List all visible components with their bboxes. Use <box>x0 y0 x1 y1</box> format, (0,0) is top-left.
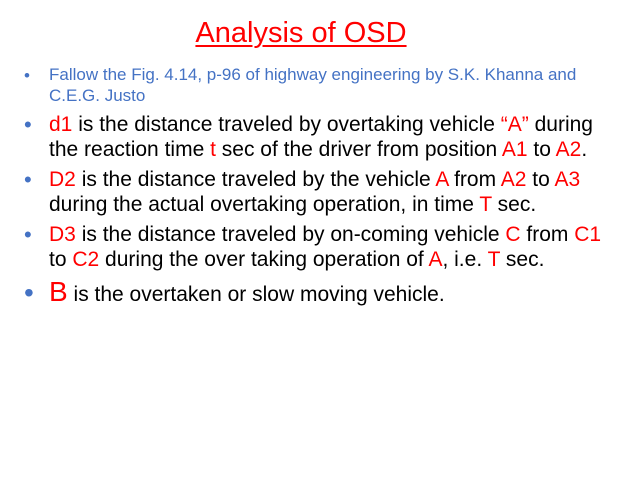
bullet-item <box>24 277 624 310</box>
bullet-text-segment: . <box>581 138 588 161</box>
bullet-list <box>24 64 624 310</box>
bullet-text-segment: C2 <box>72 248 100 271</box>
bullet-text-segment: C1 <box>574 223 602 246</box>
bullet-text-segment: A2 <box>555 138 582 161</box>
bullet-text <box>49 223 601 271</box>
slide-title-text: Analysis of OSD <box>195 17 407 49</box>
bullet-text-segment: A <box>435 168 449 191</box>
bullet-text-segment: A1 <box>501 138 528 161</box>
bullet-dot-icon: • <box>24 112 32 137</box>
bullet-text-segment: T <box>479 193 492 216</box>
bullet-text-segment: to <box>526 168 555 191</box>
bullet-text-segment: C <box>505 223 521 246</box>
bullet-text-segment: A <box>428 248 443 271</box>
bullet-item <box>24 64 624 106</box>
bullet-text-segment: is the distance traveled by the vehicle <box>75 168 436 191</box>
bullet-item <box>24 112 624 162</box>
bullet-text-segment: sec of the driver from position <box>215 138 502 161</box>
bullet-text-segment: T <box>487 248 501 271</box>
bullet-dot-icon: • <box>24 167 32 192</box>
bullet-text-segment: to <box>527 138 556 161</box>
bullet-text-segment: A3 <box>554 168 581 191</box>
bullet-text-segment: D3 <box>49 223 76 246</box>
bullet-item <box>24 222 624 272</box>
bullet-dot-icon: • <box>24 277 34 308</box>
bullet-text-segment: A2 <box>500 168 527 191</box>
bullet-text-segment: during the actual overtaking operation, in time <box>49 193 480 216</box>
bullet-text <box>49 113 593 161</box>
bullet-text-segment: to <box>49 248 73 271</box>
bullet-text-segment: D2 <box>49 168 76 191</box>
bullet-text-segment: t <box>210 138 216 161</box>
bullet-text-segment: is the distance traveled by on-coming vehicle <box>75 223 506 246</box>
bullet-item <box>24 167 624 217</box>
bullet-text-segment: during the reaction time <box>49 113 593 161</box>
bullet-text-segment: sec. <box>491 193 537 216</box>
slide-title <box>0 16 638 50</box>
bullet-text-segment: d1 <box>49 113 73 136</box>
bullet-text-segment: B <box>49 276 68 307</box>
bullet-text-segment: “A” <box>500 113 529 136</box>
bullet-dot-icon: • <box>24 222 32 247</box>
bullet-text-segment: Fallow the Fig. 4.14, p-96 of highway engineering by S.K. Khanna and C.E.G. Justo <box>49 65 577 105</box>
bullet-text-segment: is the overtaken or slow moving vehicle. <box>67 283 445 306</box>
bullet-text-segment: from <box>448 168 501 191</box>
bullet-text <box>49 65 576 105</box>
bullet-text-segment: from <box>520 223 575 246</box>
bullet-text <box>49 276 445 307</box>
bullet-text-segment: is the distance traveled by overtaking vehicle <box>72 113 501 136</box>
bullet-text-segment: sec. <box>500 248 545 271</box>
bullet-text-segment: during the over taking operation of <box>99 248 429 271</box>
bullet-text <box>49 168 580 216</box>
bullet-text-segment: , i.e. <box>442 248 488 271</box>
bullet-dot-icon: • <box>24 66 30 85</box>
